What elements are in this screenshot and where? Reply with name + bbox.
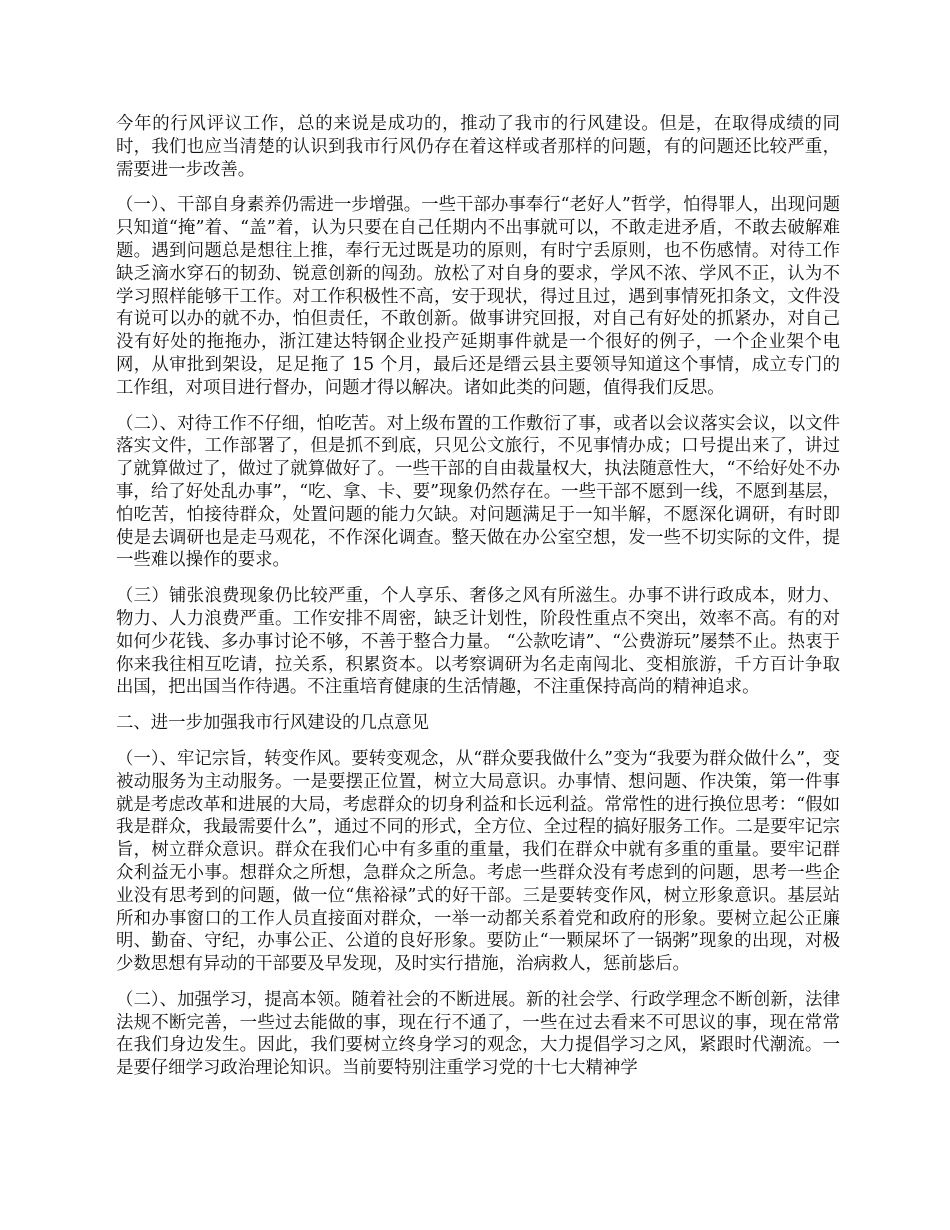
paragraph-issue-1: （一）、干部自身素养仍需进一步增强。一些干部办事奉行“老好人”哲学，怕得罪人，出现问题只知道“掩”着、“盖”着，认为只要在自己任期内不出事就可以，不敢走进矛盾，不敢去破解难题。遇到问题总是想往上推，奉行无过既是功的原则，有时宁丢原则，也不伤感情。对待工作缺乏滴水穿石的韧劲、锐意创新的闯劲。放松了对自身的要求，学风不浓、学风不正，认为不学习照样能够干工作。对工作积极性不高，安于现状，得过且过，遇到事情死扣条文，文件没有说可以办的就不办，怕但责任，不敢创新。做事讲究回报，对自己有好处的抓紧办，对自己没有好处的拖拖办，浙江建达特钢企业投产延期事件就是一个很好的例子，一个企业架个电网，从审批到架设，足足拖了 15 个月，最后还是缙云县主要领导知道这个事情，成立专门的工作组，对项目进行督办，问题才得以解决。诸如此类的问题，值得我们反思。: [116, 195, 840, 398]
paragraph-opinion-2: （二）、加强学习，提高本领。随着社会的不断进展。新的社会学、行政学理念不断创新，法律法规不断完善，一些过去能做的事，现在行不通了，一些在过去看来不可思议的事，现在常常在我们身边发生。因此，我们要树立终身学习的观念，大力提倡学习之风，紧跟时代潮流。一是要仔细学习政治理论知识。当前要特别注重学习党的十七大精神学: [116, 989, 840, 1079]
section-heading: 二、进一步加强我市行风建设的几点意见: [116, 713, 430, 734]
paragraph-issue-2: （二）、对待工作不仔细，怕吃苦。对上级布置的工作敷衍了事，或者以会议落实会议，以文件落实文件，工作部署了，但是抓不到底，只见公文旅行，不见事情办成；口号提出来了，讲过了就算做过了，做过了就算做好了。一些干部的自由裁量权大，执法随意性大，“不给好处不办事，给了好处乱办事”，“吃、拿、卡、要”现象仍然存在。一些干部不愿到一线，不愿到基层，怕吃苦，怕接待群众，处置问题的能力欠缺。对问题满足于一知半解，不愿深化调研，有时即使是去调研也是走马观花，不作深化调查。整天做在办公室空想，发一些不切实际的文件，提一些难以操作的要求。: [116, 413, 840, 571]
paragraph-opinion-1: （一）、牢记宗旨，转变作风。要转变观念，从“群众要我做什么”变为“我要为群众做什么”，变被动服务为主动服务。一是要摆正位置，树立大局意识。办事情、想问题、作决策，第一件事就是考虑改革和进展的大局，考虑群众的切身利益和长远利益。常常性的进行换位思考：“假如我是群众，我最需要什么”，通过不同的形式，全方位、全过程的搞好服务工作。二是要牢记宗旨，树立群众意识。群众在我们心中有多重的重量，我们在群众中就有多重的重量。要牢记群众利益无小事。想群众之所想，急群众之所急。考虑一些群众没有考虑到的问题，思考一些企业没有思考到的问题，做一位“焦裕禄”式的好干部。三是要转变作风，树立形象意识。基层站所和办事窗口的工作人员直接面对群众，一举一动都关系着党和政府的形象。要树立起公正廉明、勤奋、守纪，办事公正、公道的良好形象。要防止“一颗屎坏了一锅粥”现象的出现，对极少数思想有异动的干部要及早发现，及时实行措施，治病救人，惩前毖后。: [116, 748, 840, 975]
paragraph-issue-3: （三）铺张浪费现象仍比较严重，个人享乐、奢侈之风有所滋生。办事不讲行政成本，财力、物力、人力浪费严重。工作安排不周密，缺乏计划性，阶段性重点不突出，效率不高。有的对如何少花钱、多办事讨论不够，不善于整合力量。 “公款吃请”、“公费游玩”屡禁不止。热衷于你来我往相互吃请，拉关系，积累资本。以考察调研为名走南闯北、变相旅游，千方百计争取出国，把出国当作待遇。不注重培育健康的生活情趣，不注重保持高尚的精神追求。: [116, 586, 840, 698]
paragraph-intro: 今年的行风评议工作，总的来说是成功的，推动了我市的行风建设。但是，在取得成绩的同时，我们也应当清楚的认识到我市行风仍存在着这样或者那样的问题，有的问题还比较严重，需要进一步改善。: [116, 114, 840, 180]
document-body: [116, 113, 840, 1093]
